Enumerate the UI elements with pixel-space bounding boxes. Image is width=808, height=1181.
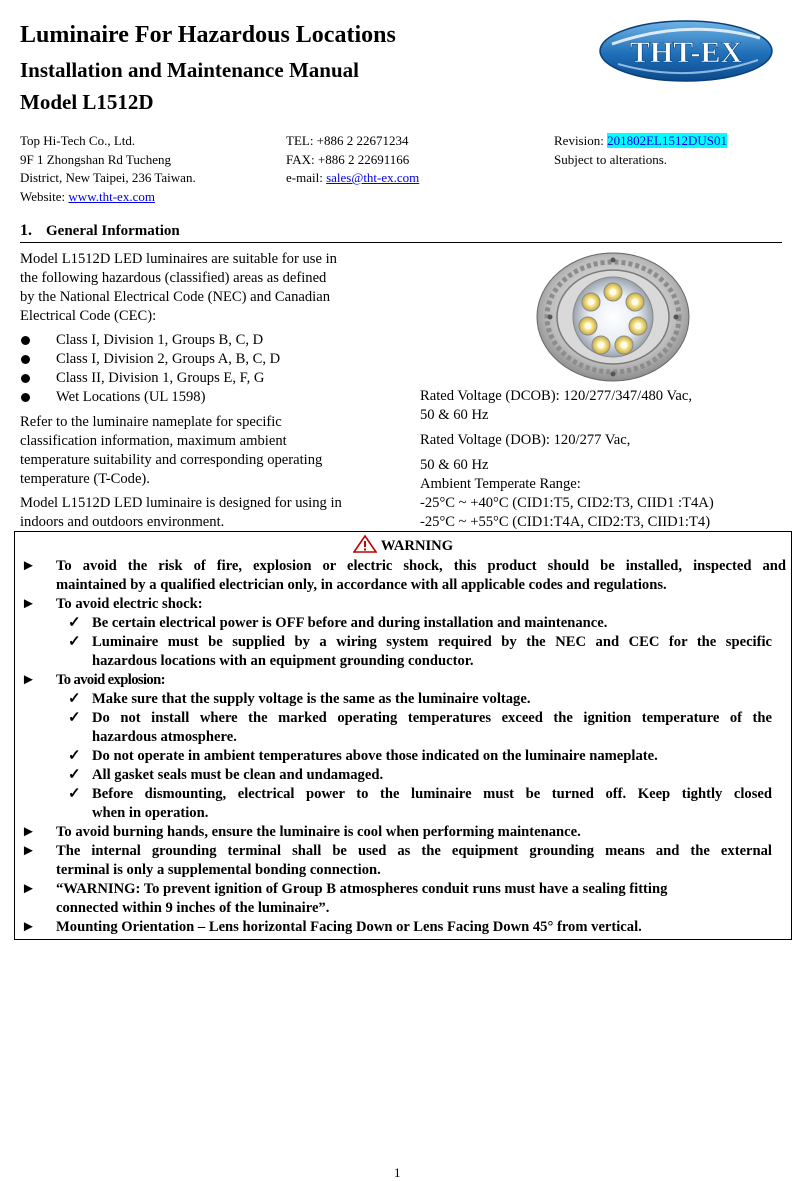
website-link[interactable]: www.tht-ex.com bbox=[68, 188, 155, 204]
section-number: 1. bbox=[20, 222, 32, 239]
address-line1: 9F 1 Zhongshan Rd Tucheng bbox=[20, 151, 171, 167]
list-item: Class I, Division 1, Groups B, C, D bbox=[20, 331, 390, 350]
section-heading bbox=[20, 222, 782, 243]
doc-title: Luminaire For Hazardous Locations bbox=[20, 22, 396, 48]
general-info-text bbox=[20, 250, 390, 537]
arrow-bullet-icon: ► bbox=[21, 672, 36, 688]
bullet-icon bbox=[21, 393, 30, 402]
warning-ground-line2: terminal is only a supplemental bonding connection. bbox=[56, 862, 381, 878]
company-logo bbox=[598, 18, 774, 84]
explosion-check-2-line2: hazardous atmosphere. bbox=[92, 729, 237, 745]
shock-check-2-line2: hazardous locations with an equipment grounding conductor. bbox=[92, 653, 474, 669]
warning-shock: To avoid electric shock: bbox=[56, 596, 203, 612]
shock-check-1: Be certain electrical power is OFF before and during installation and maintenance. bbox=[92, 615, 608, 631]
check-icon: ✓ bbox=[68, 710, 81, 726]
arrow-bullet-icon: ► bbox=[21, 881, 36, 897]
arrow-bullet-icon: ► bbox=[21, 843, 36, 859]
rated-dob-frequency: 50 & 60 Hz bbox=[420, 457, 489, 473]
svg-text:THT-EX: THT-EX bbox=[629, 36, 743, 69]
ambient-range-1: -25°C ~ +40°C (CID1:T5, CID2:T3, CIID1 :T4A) bbox=[420, 495, 714, 511]
rated-dcob-frequency: 50 & 60 Hz bbox=[420, 407, 489, 423]
check-icon: ✓ bbox=[68, 748, 81, 764]
arrow-bullet-icon: ► bbox=[21, 919, 36, 935]
check-icon: ✓ bbox=[68, 634, 81, 650]
company-phone-block bbox=[286, 132, 419, 188]
warning-mounting: Mounting Orientation – Lens horizontal Facing Down or Lens Facing Down 45° from vertical. bbox=[56, 919, 642, 935]
bullet-icon bbox=[21, 355, 30, 364]
page-number: 1 bbox=[394, 1165, 401, 1180]
warning-box bbox=[14, 531, 792, 940]
warning-triangle-icon bbox=[353, 535, 377, 553]
ambient-label: Ambient Temperate Range: bbox=[420, 476, 581, 492]
rated-specs bbox=[420, 387, 790, 532]
email-label: e-mail: bbox=[286, 170, 327, 185]
warning-groupb-line1: “WARNING: To prevent ignition of Group B atmospheres conduit runs must have a sealing fitting bbox=[56, 881, 668, 897]
warning-groupb-line2: connected within 9 inches of the luminaire”. bbox=[56, 900, 330, 916]
model-paragraph: Model L1512D LED luminaire is designed for using in indoors and outdoors environment. bbox=[20, 495, 342, 530]
revision-code: 201802EL1512DUS01 bbox=[607, 133, 727, 148]
bullet-icon bbox=[21, 336, 30, 345]
intro-paragraph: Model L1512D LED luminaires are suitable for use in the following hazardous (classified) areas as defined by the National Electrical Code (NEC) and Canadian Electrical Code (CEC): bbox=[20, 251, 337, 324]
rated-dcob: Rated Voltage (DCOB): 120/277/347/480 Vac, bbox=[420, 388, 692, 404]
shock-check-2-line1: Luminaire must be supplied by a wiring system required by the NEC and CEC for the specific bbox=[92, 634, 772, 650]
classification-list bbox=[20, 331, 390, 407]
warning-explosion: To avoid explosion: bbox=[56, 672, 165, 688]
explosion-check-3: Do not operate in ambient temperatures above those indicated on the luminaire nameplate. bbox=[92, 748, 658, 764]
rated-dob: Rated Voltage (DOB): 120/277 Vac, bbox=[420, 432, 631, 448]
revision-block bbox=[554, 132, 727, 169]
explosion-check-1: Make sure that the supply voltage is the same as the luminaire voltage. bbox=[92, 691, 531, 707]
fax-number: FAX: +886 2 22691166 bbox=[286, 151, 410, 167]
explosion-check-5-line2: when in operation. bbox=[92, 805, 209, 821]
address-line2: District, New Taipei, 236 Taiwan. bbox=[20, 170, 196, 185]
warning-ground-line1: The internal grounding terminal shall be used as the equipment grounding means and the external bbox=[56, 843, 772, 859]
check-icon: ✓ bbox=[68, 767, 81, 783]
warning-title: WARNING bbox=[15, 535, 791, 556]
company-name: Top Hi-Tech Co., Ltd. bbox=[20, 133, 136, 148]
nameplate-paragraph: Refer to the luminaire nameplate for specific classification information, maximum ambient temperature suitability and corresponding operating temperature (T-Code). bbox=[20, 414, 323, 487]
warning-fire-line1: To avoid the risk of fire, explosion or electric shock, this product should be installed, inspected and bbox=[56, 558, 786, 574]
arrow-bullet-icon: ► bbox=[21, 558, 36, 574]
section-title: General Information bbox=[46, 223, 180, 239]
warning-fire-line2: maintained by a qualified electrician only, in accordance with all applicable codes and regulations. bbox=[56, 577, 667, 593]
explosion-check-4: All gasket seals must be clean and undamaged. bbox=[92, 767, 384, 783]
check-icon: ✓ bbox=[68, 615, 81, 631]
bullet-icon bbox=[21, 374, 30, 383]
check-icon: ✓ bbox=[68, 786, 81, 802]
warning-burn: To avoid burning hands, ensure the luminaire is cool when performing maintenance. bbox=[56, 824, 581, 840]
arrow-bullet-icon: ► bbox=[21, 824, 36, 840]
list-item: Class II, Division 1, Groups E, F, G bbox=[20, 369, 390, 388]
revision-label: Revision: bbox=[554, 133, 608, 148]
luminaire-photo bbox=[532, 250, 694, 384]
list-item: Class I, Division 2, Groups A, B, C, D bbox=[20, 350, 390, 369]
email-link[interactable]: sales@tht-ex.com bbox=[326, 170, 420, 185]
subject-note: Subject to alterations. bbox=[554, 151, 668, 167]
arrow-bullet-icon: ► bbox=[21, 596, 36, 612]
list-item: Wet Locations (UL 1598) bbox=[20, 388, 390, 407]
doc-subtitle: Installation and Maintenance Manual bbox=[20, 58, 359, 82]
website-label: Website: bbox=[20, 188, 69, 204]
company-address bbox=[20, 132, 196, 206]
model-title: Model L1512D bbox=[20, 90, 154, 114]
check-icon: ✓ bbox=[68, 691, 81, 707]
explosion-check-2-line1: Do not install where the marked operating temperatures exceed the ignition temperature of the bbox=[92, 710, 772, 726]
ambient-range-2: -25°C ~ +55°C (CID1:T4A, CID2:T3, CIID1:T4) bbox=[420, 514, 711, 530]
explosion-check-5-line1: Before dismounting, electrical power to the luminaire must be turned off. Keep tightly closed bbox=[92, 786, 772, 802]
tel-number: TEL: +886 2 22671234 bbox=[286, 133, 409, 148]
